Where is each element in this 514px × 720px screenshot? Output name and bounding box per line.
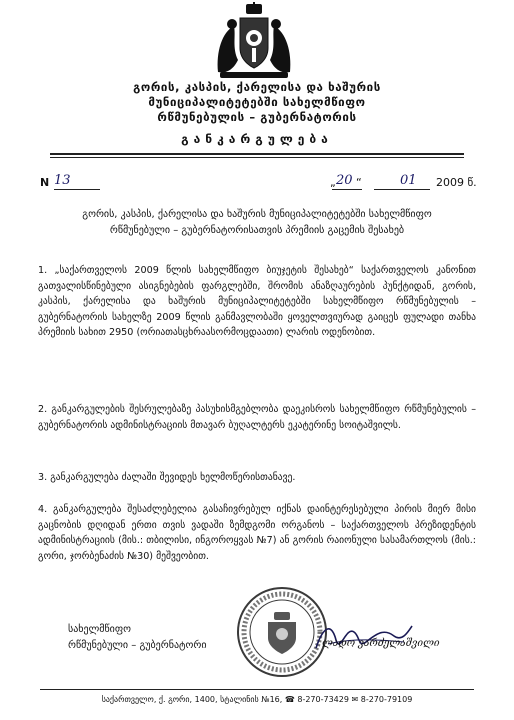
org-line-1: გორის, კასპის, ქარელისა და ხაშურის	[133, 80, 381, 94]
subject-line-2: რწმუნებული – გუბერნატორისათვის პრემიის გაცემის შესახებ	[109, 225, 405, 236]
date-day: 20	[336, 173, 353, 188]
paragraph-3: 3. განკარგულება ძალაში შევიდეს ხელმოწერისთანავე.	[38, 472, 296, 483]
paragraph-1: 1. „საქართველოს 2009 წლის სახელმწიფო ბიუჯეტის შესახებ“ საქართველოს კანონით გათვალისწინებული ასიგნებების ფარგლებში, შრომის ანაზღაურების პუნქტიდან, გორის, კასპის, ქარელისა და ხაშურის მუნიციპალიტეტებში სახელმწიფო რწმუნებულის – გუბერნატორის სახელზე 2009 წლის განმავლობაში ყოველთვიურად გაიცეს ფულადი თანხა პრემიის სახით 2950 (ორიათასცხრაასორმოცდაათი) ლარის ოდენობით.	[38, 265, 476, 338]
signatory-title	[68, 622, 207, 654]
header-divider-thin	[50, 157, 464, 158]
date-month: 01	[400, 173, 417, 188]
handwritten-signature-icon	[314, 618, 414, 656]
signatory-title-line-2: რწმუნებული – გუბერნატორი	[68, 640, 207, 651]
date-year: 2009 წ.	[436, 176, 477, 189]
paragraph-2: 2. განკარგულების შესრულებაზე პასუხისმგებლობა დაეკისროს სახელმწიფო რწმუნებულის – გუბერნატორის ადმინისტრაციის მთავარ ბუღალტერს ეკატერინე სოიტაშვილს.	[38, 404, 476, 431]
header-divider	[50, 153, 464, 155]
number-label: N	[40, 176, 50, 189]
paragraph-4: 4. განკარგულება შესაძლებელია გასაჩივრებულ იქნას დაინტერესებული პირის მიერ მისი გაცნობის დღიდან ერთი თვის ვადაში ზემდგომი ორგანოს – საქართველოს პრეზიდენტის ადმინისტრაციის (მის.: თბილისი, ინგოროყვას №7) ან გორის რაიონული სასამართლოს (მის.: გორი, ჯორბენაძის №30) მეშვეობით.	[38, 504, 476, 562]
number-underline	[54, 189, 100, 190]
date-quote-close: “	[356, 176, 362, 189]
signatory-name: ლადო ვარძელაშვილი	[322, 638, 440, 649]
footer-address: საქართველო, ქ. გორი, 1400, სტალინის №16, ☎ 8-270-73429 ✉ 8-270-79109	[101, 695, 413, 704]
signatory-title-line-1: სახელმწიფო	[68, 624, 131, 635]
date-month-underline	[374, 189, 430, 190]
organization-heading	[40, 80, 474, 125]
document-number: 13	[54, 173, 71, 188]
date-quote-open: „	[330, 176, 336, 189]
document-subject	[70, 207, 444, 239]
document-type: განკარგულება	[181, 132, 333, 146]
org-line-3: რწმუნებულის – გუბერნატორის	[157, 110, 357, 124]
org-line-2: მუნიციპალიტეტებში სახელმწიფო	[148, 95, 366, 109]
subject-line-1: გორის, კასპის, ქარელისა და ხაშურის მუნიციპალიტეტებში სახელმწიფო	[82, 209, 432, 220]
number-date-line	[40, 173, 480, 192]
coat-of-arms-icon	[212, 2, 296, 82]
date-day-underline	[332, 189, 362, 190]
footer-divider	[40, 689, 474, 690]
